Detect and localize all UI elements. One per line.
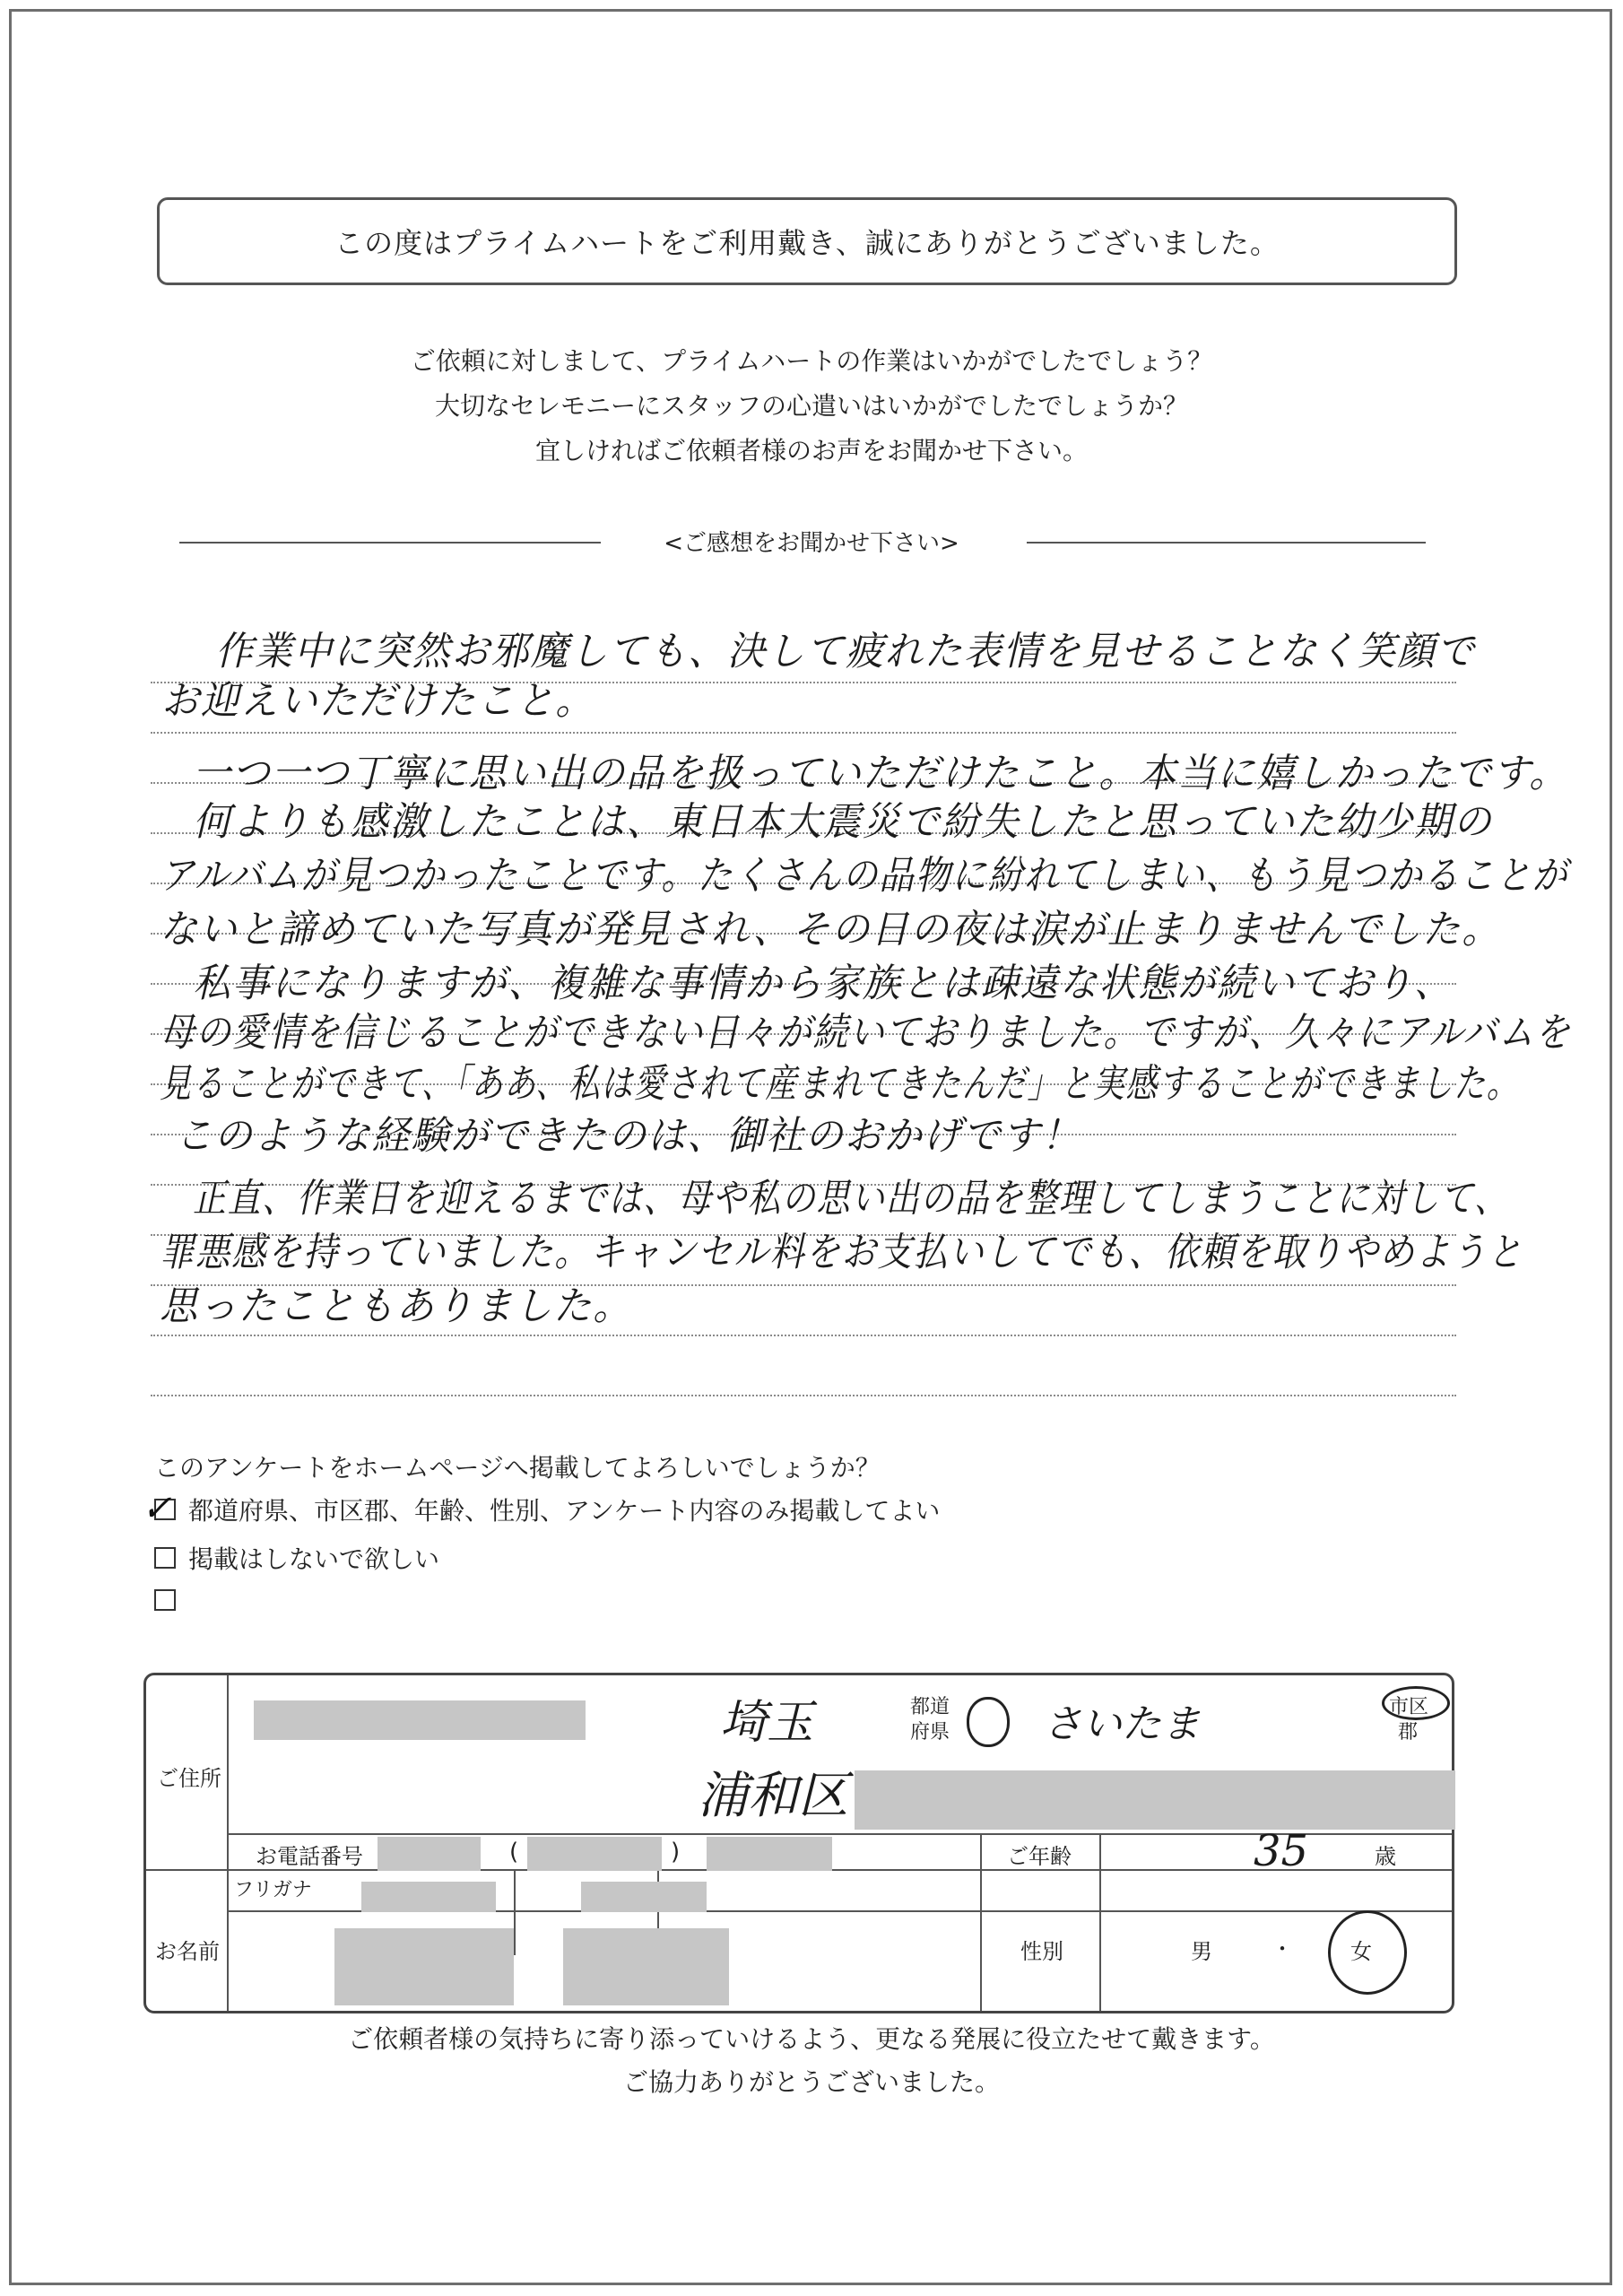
furigana-label: フリガナ	[234, 1879, 312, 1901]
checkbox-deny[interactable]	[154, 1547, 176, 1569]
comment-line: 罪悪感を持っていました。キャンセル料をお支払いしてでも、依頼を取りやめようと	[160, 1230, 1523, 1275]
table-divider	[1099, 1833, 1101, 2011]
handwritten-ward: 浦和区	[698, 1767, 848, 1825]
publish-option-blank[interactable]	[154, 1589, 188, 1611]
city-circle-mark	[1382, 1686, 1450, 1720]
intro-line-2: 大切なセレモニーにスタッフの心遣いはいかがでしたでしょうか？	[434, 391, 1188, 421]
redacted-furigana-surname	[361, 1882, 496, 1912]
redacted-surname	[334, 1928, 514, 2005]
table-divider	[227, 1675, 229, 2011]
footer-line-2: ご協力ありがとうございました。	[622, 2067, 1000, 2097]
comment-line: お迎えいただけたこと。	[161, 678, 595, 724]
comment-line: 母の愛情を信じることができない日々が続いておりました。ですが、久々にアルバムを	[160, 1010, 1572, 1056]
comment-line: 私事になりますが、複雑な事情から家族とは疎遠な状態が続いており、	[193, 961, 1454, 1006]
redacted-postcode	[254, 1700, 586, 1740]
table-divider	[980, 1833, 982, 2011]
gender-female[interactable]: 女	[1350, 1939, 1372, 1964]
age-label: ご年齢	[1007, 1844, 1072, 1869]
address-label: ご住所	[157, 1766, 221, 1791]
handwritten-age: 35	[1254, 1826, 1309, 1876]
thank-you-banner	[157, 197, 1457, 285]
option-deny-label: 掲載はしないで欲しい	[188, 1544, 440, 1574]
redacted-phone-mid	[527, 1837, 662, 1871]
comment-line: アルバムが見つかったことです。たくさんの品物に紛れてしまい、もう見つかることが	[160, 853, 1569, 899]
footer-line-1: ご依頼者様の気持ちに寄り添っていけるよう、更なる発展に役立たせて戴きます。	[348, 2024, 1275, 2054]
comment-line: ないと諦めていた写真が発見され、その日の夜は涙が止まりませんでした。	[160, 907, 1502, 952]
banner-text: この度はプライムハートをご利用戴き、誠にありがとうございました。	[334, 226, 1280, 260]
writing-line	[151, 1335, 1456, 1336]
phone-paren-close: )	[671, 1839, 681, 1866]
prefecture-label-1: 都道	[910, 1696, 950, 1718]
checkbox-allow[interactable]	[142, 1488, 176, 1529]
checkbox-blank[interactable]	[154, 1589, 176, 1611]
comment-line: 思ったこともありました。	[160, 1283, 633, 1329]
prefecture-label-2: 府県	[910, 1721, 950, 1744]
gender-label: 性別	[1020, 1939, 1063, 1964]
handwritten-prefecture: 埼玉	[720, 1696, 814, 1750]
city-label-2: 郡	[1398, 1721, 1419, 1744]
phone-paren-open: (	[509, 1839, 519, 1866]
female-circle-mark	[1328, 1910, 1407, 1995]
redacted-given-name	[563, 1928, 729, 2005]
publish-option-deny[interactable]	[154, 1540, 439, 1576]
handwritten-city: さいたま	[1043, 1701, 1201, 1747]
comment-line: 何よりも感激したことは、東日本大震災で紛失したと思っていた幼少期の	[193, 799, 1493, 845]
phone-label: お電話番号	[256, 1844, 363, 1869]
gender-male[interactable]: 男	[1191, 1939, 1212, 1964]
publish-option-allow[interactable]	[142, 1488, 941, 1529]
publish-question: このアンケートをホームページへ掲載してよろしいでしょうか？	[154, 1453, 881, 1483]
redacted-phone-area	[378, 1837, 481, 1871]
comment-line: このような経験ができたのは、御社のおかげです！	[175, 1113, 1081, 1159]
name-label: お名前	[155, 1939, 220, 1964]
section-label: <ご感想をお聞かせ下さい>	[664, 530, 959, 557]
writing-line	[151, 732, 1456, 734]
comment-line: 一つ一つ丁寧に思い出の品を扱っていただけたこと。本当に嬉しかったです。	[193, 751, 1569, 796]
table-divider	[514, 1869, 516, 1955]
age-unit: 歳	[1375, 1844, 1396, 1869]
comment-line: 正直、作業日を迎えるまでは、母や私の思い出の品を整理してしまうことに対して、	[193, 1176, 1509, 1222]
city-label-1: 市区	[1389, 1696, 1429, 1718]
option-allow-label: 都道府県、市区郡、年齢、性別、アンケート内容のみ掲載してよい	[188, 1496, 941, 1526]
section-rule-right	[1027, 542, 1426, 544]
intro-line-1: ご依頼に対しまして、プライムハートの作業はいかがでしたでしょう？	[410, 346, 1213, 376]
check-mark-icon: ✓	[142, 1488, 172, 1529]
intro-line-3: 宜しければご依頼者様のお声をお聞かせ下さい。	[534, 436, 1088, 465]
comment-line: 見ることができて、「ああ、私は愛されて産まれてきたんだ」と実感することができました。	[160, 1061, 1520, 1107]
customer-info-table	[143, 1673, 1454, 2013]
redacted-furigana-given	[581, 1882, 707, 1912]
redacted-address	[855, 1770, 1455, 1830]
redacted-phone-last	[707, 1837, 832, 1871]
gender-dot: ・	[1271, 1936, 1293, 1961]
prefecture-circle-mark	[967, 1697, 1010, 1747]
writing-line	[151, 1395, 1456, 1396]
comment-line: 作業中に突然お邪魔しても、決して疲れた表情を見せることなく笑顔で	[215, 629, 1476, 674]
